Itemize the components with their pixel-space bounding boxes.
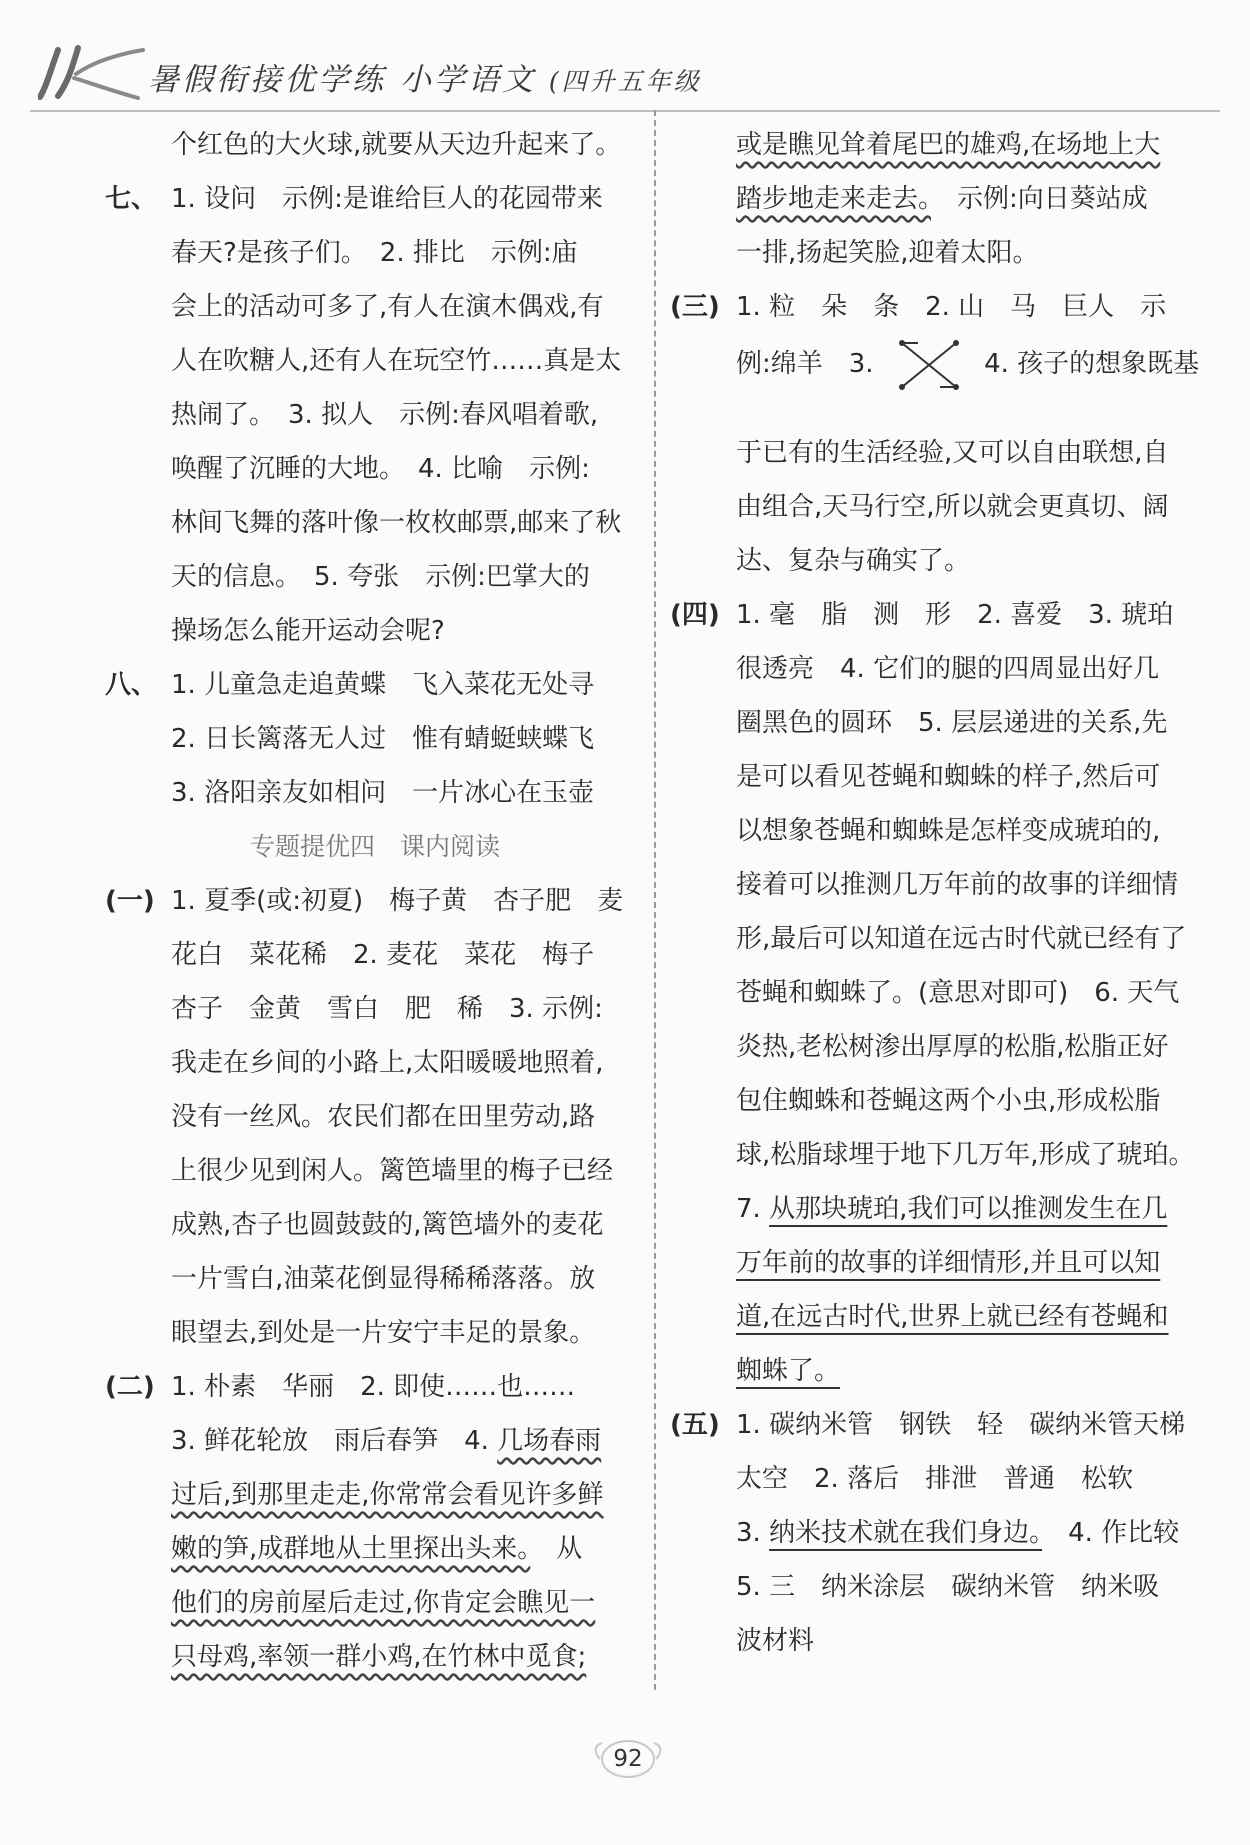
text-line: 很透亮 4. 它们的腿的四周显出好几 bbox=[736, 654, 1160, 684]
wavy-underlined-text: 或是瞧见耸着尾巴的雄鸡,在场地上大 bbox=[736, 130, 1161, 160]
brand-logo-icon bbox=[38, 42, 148, 102]
text-line: 1. 毫 脂 测 形 2. 喜爱 3. 琥珀 bbox=[736, 600, 1174, 630]
underlined-text: 蜘蛛了。 bbox=[736, 1356, 841, 1386]
column-divider bbox=[654, 110, 656, 1690]
wavy-underlined-text: 只母鸡,率领一群小鸡,在竹林中觅食; bbox=[171, 1642, 587, 1672]
section-mark: (五) bbox=[670, 1410, 720, 1440]
text-line: 3. 鲜花轮放 雨后春笋 4. 几场春雨 bbox=[171, 1426, 602, 1456]
wavy-underlined-text: 几场春雨 bbox=[497, 1426, 602, 1456]
text-line: 达、复杂与确实了。 bbox=[736, 546, 971, 576]
text-line: 1. 夏季(或:初夏) 梅子黄 杏子肥 麦 bbox=[171, 886, 624, 916]
text-line: 1. 粒 朵 条 2. 山 马 巨人 示 bbox=[736, 292, 1167, 322]
book-title: 暑假衔接优学练 bbox=[148, 62, 386, 98]
section-q7 bbox=[105, 172, 645, 658]
text-line: 炎热,老松树渗出厚厚的松脂,松脂正好 bbox=[736, 1032, 1169, 1062]
wavy-underlined-text: 踏步地走来走去。 bbox=[736, 184, 932, 214]
section-2-continued bbox=[670, 118, 1195, 280]
text-line: 唤醒了沉睡的大地。 4. 比喻 示例: bbox=[171, 454, 590, 484]
wavy-underlined-text: 嫩的笋,成群地从土里探出头来。 bbox=[171, 1534, 531, 1564]
matching-cross-icon bbox=[894, 335, 964, 395]
text-line: 操场怎么能开运动会呢? bbox=[171, 616, 445, 646]
text-line: 踏步地走来走去。 示例:向日葵站成 bbox=[736, 184, 1148, 214]
text-line: 天的信息。 5. 夸张 示例:巴掌大的 bbox=[171, 562, 590, 592]
text-line: 成熟,杏子也圆鼓鼓的,篱笆墙外的麦花 bbox=[171, 1210, 604, 1240]
text-line: 杏子 金黄 雪白 肥 稀 3. 示例: bbox=[171, 994, 603, 1024]
text-line: 由组合,天马行空,所以就会更真切、阔 bbox=[736, 492, 1169, 522]
text-line: 1. 设问 示例:是谁给巨人的花园带来 bbox=[171, 184, 603, 214]
underlined-text: 道,在远古时代,世界上就已经有苍蝇和 bbox=[736, 1302, 1169, 1332]
text-line: 会上的活动可多了,有人在演木偶戏,有 bbox=[171, 292, 604, 322]
text-line: 于已有的生活经验,又可以自由联想,自 bbox=[736, 438, 1169, 468]
section-mark: (一) bbox=[105, 886, 155, 916]
text-line: 3. 纳米技术就在我们身边。 4. 作比较 bbox=[736, 1518, 1180, 1548]
section-2 bbox=[105, 1360, 645, 1684]
text-line: 林间飞舞的落叶像一枚枚邮票,邮来了秋 bbox=[171, 508, 622, 538]
section-subtitle: 专题提优四 课内阅读 bbox=[249, 832, 500, 861]
text-line: 形,最后可以知道在远古时代就已经有了 bbox=[736, 924, 1187, 954]
text-line: 例:绵羊 3. 4. 孩子的想象既基 bbox=[736, 334, 1195, 426]
section-1 bbox=[105, 874, 645, 1360]
text-line: 花白 菜花稀 2. 麦花 菜花 梅子 bbox=[171, 940, 595, 970]
section-mark: 八、 bbox=[105, 670, 158, 700]
wavy-underlined-text: 他们的房前屋后走过,你肯定会瞧见一 bbox=[171, 1588, 596, 1618]
section-mark: (三) bbox=[670, 292, 720, 322]
underlined-text: 纳米技术就在我们身边。 bbox=[769, 1518, 1043, 1548]
section-mark: (二) bbox=[105, 1372, 155, 1402]
right-column bbox=[670, 118, 1200, 1668]
page-number: 92 bbox=[613, 1746, 643, 1772]
text-line bbox=[736, 1236, 1195, 1290]
text-line: 热闹了。 3. 拟人 示例:春风唱着歌, bbox=[171, 400, 599, 430]
wavy-underlined-text: 过后,到那里走走,你常常会看见许多鲜 bbox=[171, 1480, 604, 1510]
text-line bbox=[736, 118, 1195, 172]
text-line: 球,松脂球埋于地下几万年,形成了琥珀。 bbox=[736, 1140, 1195, 1170]
text-line: 1. 朴素 华丽 2. 即使……也…… bbox=[171, 1372, 576, 1402]
text-line: 3. 洛阳亲友如相问 一片冰心在玉壶 bbox=[171, 778, 595, 808]
text-line: 眼望去,到处是一片安宁丰足的景象。 bbox=[171, 1318, 596, 1348]
section-4 bbox=[670, 588, 1195, 1398]
text-line: 接着可以推测几万年前的故事的详细情 bbox=[736, 870, 1179, 900]
text-line bbox=[736, 1344, 1195, 1398]
section-5 bbox=[670, 1398, 1195, 1668]
text-line: 5. 三 纳米涂层 碳纳米管 纳米吸 bbox=[736, 1572, 1160, 1602]
text-line bbox=[736, 1290, 1195, 1344]
text-line bbox=[171, 1576, 645, 1630]
text-line: 春天?是孩子们。 2. 排比 示例:庙 bbox=[171, 238, 578, 268]
text-line: 嫩的笋,成群地从土里探出头来。 从 bbox=[171, 1534, 583, 1564]
continued-line: 个红色的大火球,就要从天边升起来了。 bbox=[171, 130, 622, 160]
section-3 bbox=[670, 280, 1200, 588]
underlined-text: 从那块琥珀,我们可以推测发生在几 bbox=[769, 1194, 1168, 1224]
text-line: 2. 日长篱落无人过 惟有蜻蜓蛱蝶飞 bbox=[171, 724, 595, 754]
text-line: 以想象苍蝇和蜘蛛是怎样变成琥珀的, bbox=[736, 816, 1161, 846]
text-line: 我走在乡间的小路上,太阳暖暖地照着, bbox=[171, 1048, 604, 1078]
text-line: 圈黑色的圆环 5. 层层递进的关系,先 bbox=[736, 708, 1168, 738]
text-line: 没有一丝风。农民们都在田里劳动,路 bbox=[171, 1102, 596, 1132]
text-line: 人在吹糖人,还有人在玩空竹……真是太 bbox=[171, 346, 622, 376]
left-column bbox=[105, 118, 645, 1684]
header-divider bbox=[30, 110, 1220, 112]
text-line bbox=[171, 1630, 645, 1684]
underlined-text: 万年前的故事的详细情形,并且可以知 bbox=[736, 1248, 1161, 1278]
text-line: 上很少见到闲人。篱笆墙里的梅子已经 bbox=[171, 1156, 614, 1186]
section-q8 bbox=[105, 658, 645, 820]
book-grade: (四升五年级 bbox=[548, 67, 702, 96]
text-line: 太空 2. 落后 排泄 普通 松软 bbox=[736, 1464, 1134, 1494]
section-mark: (四) bbox=[670, 600, 720, 630]
page-header bbox=[30, 38, 1220, 108]
book-subject: 小学语文 (四升五年级 bbox=[400, 62, 702, 98]
text-line: 7. 从那块琥珀,我们可以推测发生在几 bbox=[736, 1194, 1168, 1224]
text-line: 是可以看见苍蝇和蜘蛛的样子,然后可 bbox=[736, 762, 1161, 792]
text-line: 一片雪白,油菜花倒显得稀稀落落。放 bbox=[171, 1264, 596, 1294]
text-line: 包住蜘蛛和苍蝇这两个小虫,形成松脂 bbox=[736, 1086, 1161, 1116]
text-line: 1. 碳纳米管 钢铁 轻 碳纳米管天梯 bbox=[736, 1410, 1186, 1440]
text-line: 一排,扬起笑脸,迎着太阳。 bbox=[736, 238, 1039, 268]
text-line: 波材料 bbox=[736, 1626, 815, 1656]
section-mark: 七、 bbox=[105, 184, 158, 214]
text-line: 1. 儿童急走追黄蝶 飞入菜花无处寻 bbox=[171, 670, 595, 700]
text-line bbox=[171, 1468, 645, 1522]
text-line: 苍蝇和蜘蛛了。(意思对即可) 6. 天气 bbox=[736, 978, 1180, 1008]
